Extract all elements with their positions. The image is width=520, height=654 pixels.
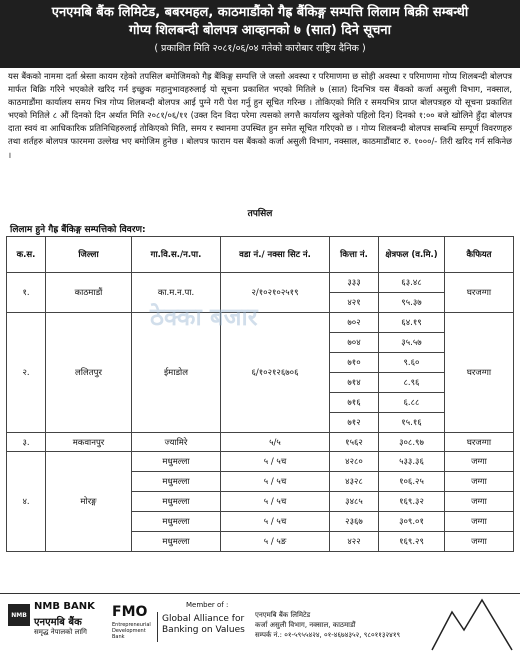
cell-remark: जग्गा (445, 472, 514, 492)
cell-remark: जग्गा (445, 512, 514, 532)
cell-kitta: ४२८० (330, 452, 379, 472)
cell-area: ३०८.९७ (379, 433, 445, 452)
cell-area: ३५.५७ (379, 333, 445, 353)
col-ward: वडा नं./ नक्सा सिट नं. (221, 237, 330, 273)
cell-remark: घरजग्गा (445, 433, 514, 452)
cell-area: ८.९६ (379, 373, 445, 393)
cell-kitta: ७१२ (330, 413, 379, 433)
watermark: ठेक्का बजार (150, 303, 258, 331)
header-line-3: ( प्रकाशित मिति २०८१/०६/०४ गतेको कारोबार राष्ट्रिय दैनिक ) (154, 43, 366, 54)
cell-kitta: ७०४ (330, 333, 379, 353)
footer (0, 593, 520, 654)
cell-ward: ५/५ (221, 433, 330, 452)
notice-header (0, 0, 520, 68)
cell-sn: ४. (7, 452, 46, 552)
cell-vdc: मधुमल्ला (132, 472, 221, 492)
cell-vdc: मधुमल्ला (132, 452, 221, 472)
cell-area: ६३.४८ (379, 273, 445, 293)
cell-kitta: ४२१ (330, 293, 379, 313)
cell-area: ६.८८ (379, 393, 445, 413)
col-district: जिल्ला (46, 237, 132, 273)
cell-remark: जग्गा (445, 492, 514, 512)
table-row (7, 433, 514, 452)
cell-sn: १. (7, 273, 46, 313)
cell-district: ललितपुर (46, 313, 132, 433)
tapsil-title: तपसिल (247, 209, 273, 219)
cell-remark: घरजग्गा (445, 313, 514, 433)
col-sn: क.स. (7, 237, 46, 273)
cell-ward: ५ / ५च (221, 452, 330, 472)
cell-ward: ५ / ५च (221, 492, 330, 512)
col-kitta: कित्ता नं. (330, 237, 379, 273)
cell-district: मोरङ्ग (46, 452, 132, 552)
nmb-bank-name-en: NMB BANK (34, 601, 95, 612)
fmo-subtitle: Entrepreneurial Development Bank (112, 622, 151, 640)
cell-kitta: ३३३ (330, 273, 379, 293)
col-remark: कैफियत (445, 237, 514, 273)
contact-info (255, 610, 400, 640)
cell-remark: जग्गा (445, 532, 514, 552)
cell-kitta: ७०२ (330, 313, 379, 333)
cell-area: १६९.३२ (379, 492, 445, 512)
cell-area: ९५.३७ (379, 293, 445, 313)
gabv-line-1: Global Alliance for (162, 614, 245, 624)
cell-vdc: ज्यामिरे (132, 433, 221, 452)
nmb-logo-icon: NMB (8, 604, 30, 626)
table-row (7, 313, 514, 333)
cell-kitta: ४२२ (330, 532, 379, 552)
cell-vdc: ईमाडोल (132, 313, 221, 433)
cell-kitta: २३६७ (330, 512, 379, 532)
cell-vdc: मधुमल्ला (132, 512, 221, 532)
cell-area: १५.१६ (379, 413, 445, 433)
cell-area: ६४.१९ (379, 313, 445, 333)
cell-district: मकवानपुर (46, 433, 132, 452)
contact-line-2: कर्जा असुली विभाग, नक्साल, काठमाडौं (255, 621, 356, 629)
cell-ward: २/१०२१०२५१९ (221, 273, 330, 313)
asset-table (6, 236, 514, 552)
cell-area: १०६.२५ (379, 472, 445, 492)
cell-remark: जग्गा (445, 452, 514, 472)
cell-kitta: ७१४ (330, 373, 379, 393)
cell-kitta: ७१० (330, 353, 379, 373)
mountain-icon (430, 596, 514, 652)
header-line-2: गोप्य शिलबन्दी बोलपत्र आव्हानको ७ (सात) दिने सूचना (129, 23, 391, 38)
cell-kitta: ४३२८ (330, 472, 379, 492)
cell-area: ५३३.३६ (379, 452, 445, 472)
cell-vdc: मधुमल्ला (132, 532, 221, 552)
notice-body: यस बैंकको नाममा दर्ता श्रेस्ता कायम रहेको तपसिल बमोजिमको गैह्र बैंकिङ्ग सम्पत्ति जे जस्तो अवस्था र परिमाणमा छ सोही अवस्था र परिमाणमा गोप्य शिलबन्दी बोलपत्र मार्फत बिक्रि गरिने भएकोले खरिद गर्न इच्छुक महानुभावहरुलाई यो सूचना प्रकाशित भएको मितिले ७ (सात) दिनभित्र यस बैंकको कर्जा असुली विभाग, नक्साल, काठमाडौंमा कार्यालय समय भित्र गोप्य शिलबन्दी बोलपत्र आई पुग्ने गरी पेश गर्नु हुन सूचित गरिन्छ । तोकिएको मिति र समयभित्र प्राप्त बोलपत्रहरु यो सूचना प्रकाशित भएको मितिले ८ औं दिनको दिन अर्थात मिति २०८१/०६/११ (उक्त दिन विदा परेमा त्यसको लगत्तै कार्यालय खुलेको पहिलो दिन) दिनको १:०० बजे खोलिने हुँदा बोलपत्र दाता स्वयं वा आधिकारिक प्रतिनिधिहरुलाई तोकिएको मिति, समय र स्थानमा उपस्थित हुन समेत सूचित गरिएको छ । गोप्य शिलबन्दी बोलपत्र सम्बन्धि सम्पूर्ण विवरणहरु तथा शर्तहरु बोलपत्र फारममा उल्लेख भए बमोजिम हुनेछ । बोलपत्र फाराम यस बैंकको कर्जा असुली विभाग, नक्साल, काठमाडौंबाट रु. १०००/- तिरी खरिद गर्न सकिनेछ । (8, 71, 512, 160)
contact-line-3: सम्पर्क नं.: ०१-५९५५४२४, ०१-४६७४३५२, ९८०११३२४१९ (255, 631, 401, 639)
cell-area: ३०९.०१ (379, 512, 445, 532)
fmo-logo: FMO (112, 604, 148, 620)
cell-area: ९.६० (379, 353, 445, 373)
cell-kitta: ३४८५ (330, 492, 379, 512)
cell-ward: ५ / ५च (221, 472, 330, 492)
cell-vdc: का.म.न.पा. (132, 273, 221, 313)
col-vdc: गा.वि.स./न.पा. (132, 237, 221, 273)
footer-divider (157, 612, 158, 642)
cell-ward: ५ / ५ङ (221, 532, 330, 552)
cell-sn: २. (7, 313, 46, 433)
nmb-bank-name-np: एनएमबि बैंक (34, 617, 82, 628)
cell-ward: ६/१०२१२६७०६ (221, 313, 330, 433)
gabv-line-2: Banking on Values (162, 625, 245, 635)
cell-sn: ३. (7, 433, 46, 452)
contact-line-1: एनएमबि बैंक लिमिटेड (255, 611, 311, 619)
col-area: क्षेत्रफल (व.मि.) (379, 237, 445, 273)
section-title: लिलाम हुने गैह्र बैंकिङ्ग सम्पत्तिको विवरण: (10, 225, 146, 235)
member-label: Member of : (186, 601, 229, 609)
table-row (7, 273, 514, 293)
gabv-logo (162, 614, 245, 636)
cell-vdc: मधुमल्ला (132, 492, 221, 512)
cell-ward: ५ / ५च (221, 512, 330, 532)
nmb-tagline: समृद्ध नेपालको लागि (34, 628, 87, 636)
cell-kitta: १५६२ (330, 433, 379, 452)
cell-area: १६९.२९ (379, 532, 445, 552)
cell-kitta: ७१६ (330, 393, 379, 413)
table-row (7, 452, 514, 472)
header-line-1: एनएमबि बैंक लिमिटेड, बबरमहल, काठमाडौंको गैह्र बैंकिङ्ग सम्पत्ति लिलाम बिक्री सम्बन्धी (51, 5, 469, 20)
cell-remark: घरजग्गा (445, 273, 514, 313)
cell-district: काठमाडौं (46, 273, 132, 313)
